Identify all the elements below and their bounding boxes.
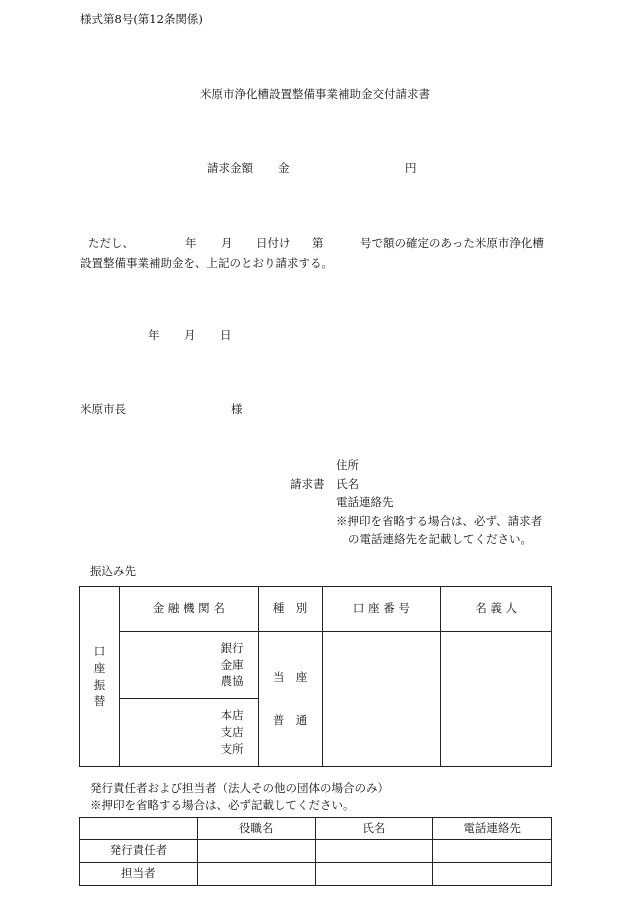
branch-type-label: 本店 — [220, 708, 244, 723]
responsible-title: 発行責任者および担当者（法人その他の団体の場合のみ） — [90, 781, 389, 795]
branch-name-cell — [119, 699, 258, 767]
contact-phone-cell[interactable] — [433, 863, 552, 886]
bank-name-cell — [119, 632, 258, 699]
contact-name-cell[interactable] — [315, 863, 433, 886]
claimant-label: 請求書 — [290, 477, 325, 491]
body-number-prefix: 第 — [312, 236, 324, 250]
date-day: 日 — [220, 328, 232, 342]
issuer-name-cell[interactable] — [315, 840, 433, 863]
body-month: 月 — [221, 236, 233, 250]
page-title: 米原市浄化槽設置整備事業補助金交付請求書 — [200, 87, 430, 101]
amount-kin: 金 — [278, 161, 290, 175]
responsible-header-name: 氏名 — [315, 818, 433, 840]
claimant-note-line2: の電話連絡先を記載してください。 — [348, 532, 532, 546]
amount-yen: 円 — [405, 161, 417, 175]
body-suffix: 号で額の確定のあった米原市浄化槽 — [360, 236, 544, 250]
responsible-table — [79, 817, 552, 886]
addressee-label: 米原市長 — [80, 402, 126, 416]
header-holder: 名 義 人 — [441, 587, 552, 632]
account-type-futsu: 普 通 — [272, 713, 308, 727]
account-holder-cell[interactable] — [441, 632, 552, 767]
side-char: 替 — [93, 694, 106, 709]
header-type: 種 別 — [258, 587, 322, 632]
date-month: 月 — [184, 328, 196, 342]
header-account: 口 座 番 号 — [322, 587, 441, 632]
claimant-address: 住所 — [336, 458, 359, 472]
date-year: 年 — [148, 328, 160, 342]
bank-type-label: 銀行 — [220, 640, 244, 655]
body-prefix: ただし、 — [88, 236, 134, 250]
transfer-title: 振込み先 — [90, 564, 136, 578]
header-bank: 金 融 機 関 名 — [119, 587, 258, 632]
account-type-toza: 当 座 — [272, 669, 308, 684]
row-label-contact: 担当者 — [80, 863, 198, 886]
side-char: 口 — [93, 644, 106, 659]
addressee-sama: 様 — [231, 402, 243, 416]
side-char: 座 — [93, 660, 106, 675]
body-dated: 日付け — [256, 236, 291, 250]
account-number-cell[interactable] — [322, 632, 441, 767]
form-number: 様式第8号(第12条関係) — [80, 12, 203, 26]
bank-type-label: 金庫 — [220, 657, 244, 672]
branch-type-label: 支所 — [220, 741, 244, 756]
row-label-issuer: 発行責任者 — [80, 840, 198, 863]
account-transfer-side-label — [80, 587, 120, 767]
transfer-table — [79, 586, 552, 767]
body-year: 年 — [185, 236, 197, 250]
responsible-note: ※押印を省略する場合は、必ず記載してください。 — [90, 798, 355, 812]
contact-title-cell[interactable] — [197, 863, 315, 886]
responsible-header-blank — [80, 818, 198, 840]
amount-label: 請求金額 — [207, 161, 253, 175]
claimant-name: 氏名 — [336, 477, 359, 491]
claimant-note-line1: ※押印を省略する場合は、必ず、請求者 — [336, 514, 543, 528]
issuer-title-cell[interactable] — [197, 840, 315, 863]
body-line2: 設置整備事業補助金を、上記のとおり請求する。 — [80, 256, 333, 270]
bank-type-label: 農協 — [220, 674, 244, 689]
side-char: 振 — [93, 677, 106, 692]
responsible-header-phone: 電話連絡先 — [433, 818, 552, 840]
claimant-phone: 電話連絡先 — [336, 495, 394, 509]
responsible-header-title: 役職名 — [197, 818, 315, 840]
branch-type-label: 支店 — [220, 725, 244, 740]
issuer-phone-cell[interactable] — [433, 840, 552, 863]
account-type-cell — [258, 632, 322, 767]
